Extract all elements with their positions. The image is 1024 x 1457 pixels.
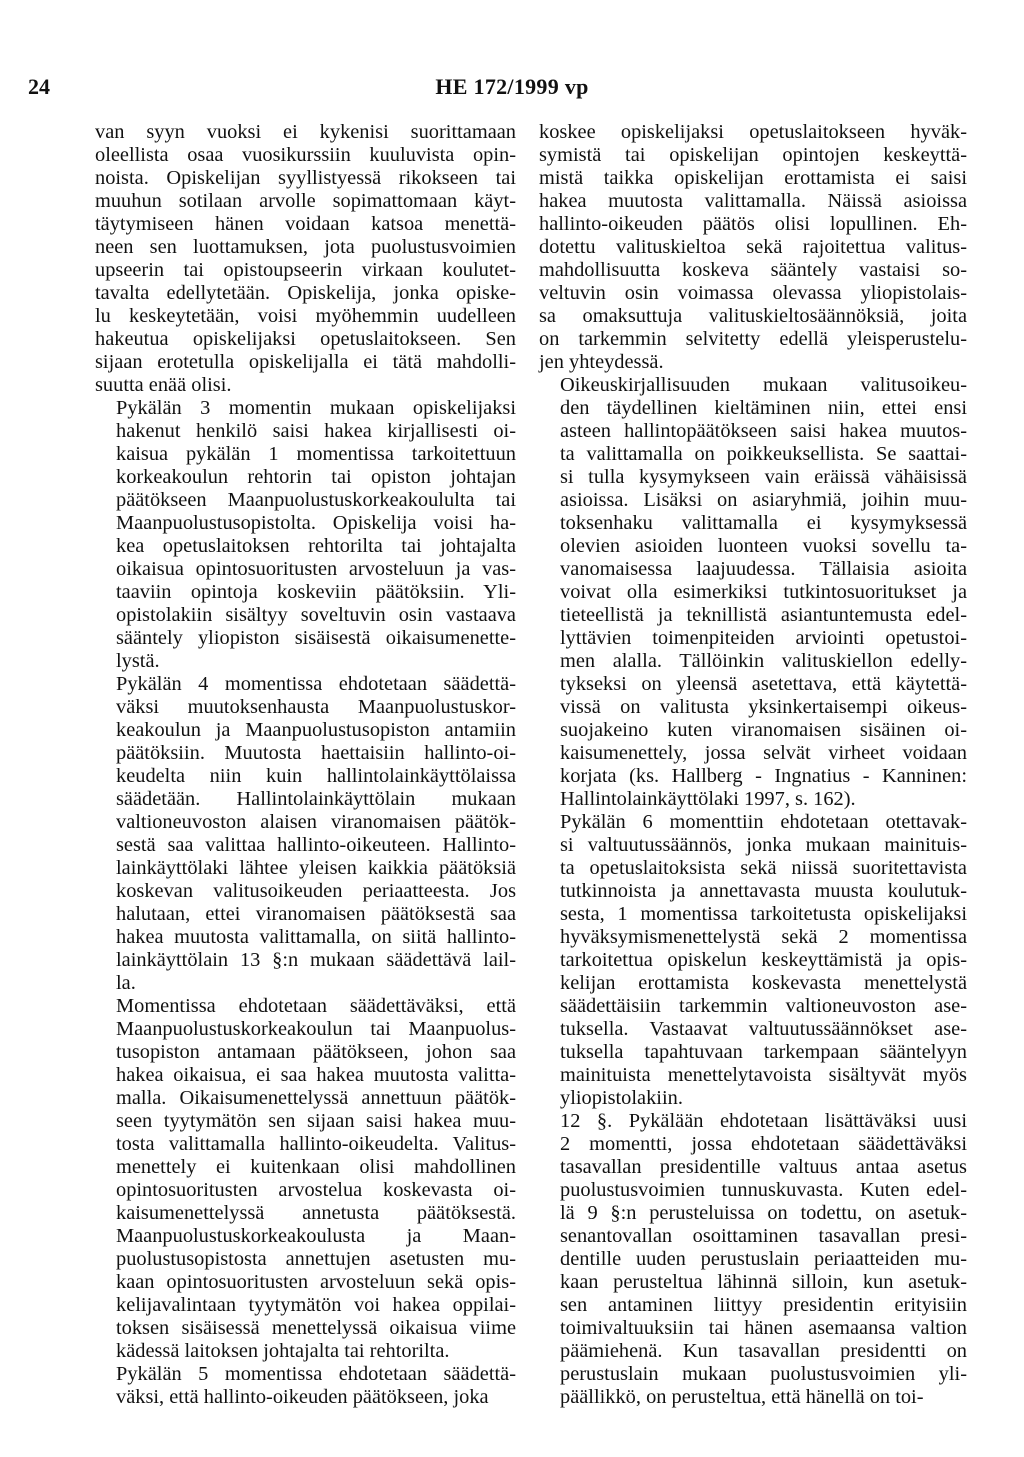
text-line: tusopiston antamaan päätökseen, johon saa — [116, 1041, 516, 1063]
text-line: 12 §. Pykälään ehdotetaan lisättäväksi uusi — [560, 1110, 967, 1132]
text-line: lainkäyttölaki lähtee yleisen kaikkia päätöksiä — [116, 857, 516, 879]
text-line: tosta valittamalla hallinto-oikeudelta. Valitus- — [116, 1133, 516, 1155]
text-line: sestä saa valittaa hallinto-oikeuteen. Hallinto- — [116, 834, 516, 856]
text-line: Pykälän 6 momenttiin ehdotetaan otettavak- — [560, 811, 967, 833]
text-line: väksi muutoksenhausta Maanpuolustuskor- — [116, 696, 516, 718]
text-line: kaisua pykälän 1 momentissa tarkoitettuun — [116, 443, 516, 465]
left-column-paragraph — [95, 397, 516, 673]
text-line: lyttävien toimenpiteiden arviointi opetustoi- — [560, 627, 967, 649]
text-line: hallinto-oikeuden päätös olisi lopullinen. Eh- — [539, 213, 967, 235]
text-line: sen antaminen liittyy presidentin erityisiin — [560, 1294, 967, 1316]
text-line: päätökseen Maanpuolustuskorkeakoululta tai — [116, 489, 516, 511]
right-column-paragraph — [539, 374, 967, 811]
text-line: hyväksymismenettelystä sekä 2 momentissa — [560, 926, 967, 948]
text-line: oleellista osaa vuosikurssiin kuuluvista opin- — [95, 144, 516, 166]
text-line: puolustusvoimien tunnuskuvasta. Kuten edel- — [560, 1179, 967, 1201]
text-line: veltuvin osin voimassa olevassa yliopistolais- — [539, 282, 967, 304]
text-line: jen yhteydessä. — [539, 351, 664, 373]
text-line: lä 9 §:n perusteluissa on todettu, on asetuk- — [560, 1202, 967, 1224]
text-line: yliopistolakiin. — [560, 1087, 683, 1109]
text-line: perustuslain mukaan puolustusvoimien yli- — [560, 1363, 967, 1385]
text-line: kaan perusteltua lähinnä silloin, kun asetuk- — [560, 1271, 967, 1293]
text-line: symistä tai opiskelijan opintojen keskeyttä- — [539, 144, 967, 166]
text-line: valtioneuvoston alaisen viranomaisen päätök- — [116, 811, 516, 833]
text-line: den täydellinen kieltäminen niin, ettei ensi — [560, 397, 967, 419]
text-line: suutta enää olisi. — [95, 374, 232, 396]
text-line: upseerin tai opistoupseerin virkaan koulutet- — [95, 259, 516, 281]
text-line: asioissa. Lisäksi on asiaryhmiä, joihin muu- — [560, 489, 967, 511]
text-line: tarkoitettua opiskelun keskeyttämistä ja opis- — [560, 949, 967, 971]
text-line: on tarkemmin selvitetty edellä yleisperustelu- — [539, 328, 967, 350]
text-line: toimivaltuuksiin tai hänen asemaansa valtion — [560, 1317, 967, 1339]
text-line: dentille uuden perustuslain periaatteiden mu- — [560, 1248, 967, 1270]
left-column-paragraph — [95, 673, 516, 995]
text-line: mahdollisuutta koskeva sääntely vastaisi so- — [539, 259, 967, 281]
text-line: Pykälän 5 momentissa ehdotetaan säädettä- — [116, 1363, 516, 1385]
text-line: vissä on valitusta yksinkertaisempi oikeus- — [560, 696, 967, 718]
text-line: säädettäisiin tarkemmin valtioneuvoston ase- — [560, 995, 967, 1017]
text-line: noista. Opiskelijan syyllistyessä rikokseen tai — [95, 167, 516, 189]
right-column-paragraph — [539, 121, 967, 374]
text-line: 2 momentti, jossa ehdotetaan säädettäväksi — [560, 1133, 967, 1155]
text-line: väksi, että hallinto-oikeuden päätökseen, joka — [116, 1386, 489, 1408]
text-line: kädessä laitoksen johtajalta tai rehtorilta. — [116, 1340, 450, 1362]
page-number: 24 — [28, 74, 50, 99]
text-line: sijaan erotetulla opiskelijalla ei tätä mahdolli- — [95, 351, 516, 373]
text-line: sa omaksuttuja valituskieltosäännöksiä, joita — [539, 305, 967, 327]
text-line: säädetään. Hallintolainkäyttölain mukaan — [116, 788, 516, 810]
text-line: suojakeino kuten viranomaisen sisäinen oi- — [560, 719, 967, 741]
text-line: tavalta edellytetään. Opiskelija, jonka opiske- — [95, 282, 516, 304]
text-line: van syyn vuoksi ei kykenisi suorittamaan — [95, 121, 516, 143]
text-line: korjata (ks. Hallberg - Ingnatius - Kanninen: — [560, 765, 967, 787]
text-line: tuksella tapahtuvaan tarkempaan sääntelyyn — [560, 1041, 967, 1063]
text-line: opintosuoritusten arvostelua koskevasta oi- — [116, 1179, 516, 1201]
text-line: hakea oikaisua, ei saa hakea muutosta valitta- — [116, 1064, 516, 1086]
text-line: Maanpuolustuskorkeakoulusta ja Maan- — [116, 1225, 516, 1247]
text-line: muuhun sotilaan arvolle sopimattomaan käyt- — [95, 190, 516, 212]
text-line: lainkäyttölain 13 §:n mukaan säädettävä lail- — [116, 949, 516, 971]
text-line: kelijavalintaan tyytymätön voi hakea oppilai- — [116, 1294, 516, 1316]
text-line: vanomaisessa laajuudessa. Tällaisia asioita — [560, 558, 967, 580]
text-line: ta valittamalla on poikkeuksellista. Se saattai- — [560, 443, 967, 465]
text-line: tieteellistä ja teknillistä asiantuntemusta edel- — [560, 604, 967, 626]
text-line: si valtuutussäännös, jonka mukaan mainituis- — [560, 834, 967, 856]
left-column-paragraph — [95, 1363, 516, 1409]
text-line: päämiehenä. Kun tasavallan presidentti on — [560, 1340, 967, 1362]
text-line: kaan opintosuoritusten arvosteluun sekä opis- — [116, 1271, 516, 1293]
text-line: Oikeuskirjallisuuden mukaan valitusoikeu- — [560, 374, 967, 396]
text-line: korkeakoulun rehtorin tai opiston johtajan — [116, 466, 516, 488]
left-column-paragraph — [95, 121, 516, 397]
text-line: puolustusopistosta annettujen asetusten mu- — [116, 1248, 516, 1270]
text-line: Pykälän 3 momentin mukaan opiskelijaksi — [116, 397, 516, 419]
text-line: ta opetuslaitoksista sekä niissä suoritettavista — [560, 857, 967, 879]
text-line: Pykälän 4 momentissa ehdotetaan säädettä- — [116, 673, 516, 695]
text-line: keudelta niin kuin hallintolainkäyttölaissa — [116, 765, 516, 787]
text-line: Maanpuolustusopistolta. Opiskelija voisi ha- — [116, 512, 516, 534]
text-line: kea opetuslaitoksen rehtorilta tai johtajalta — [116, 535, 516, 557]
text-line: toksenhaku valittamalla ei kysymyksessä — [560, 512, 967, 534]
text-line: keakoulun ja Maanpuolustusopiston antamiin — [116, 719, 516, 741]
text-line: tykseksi on yleensä asetettava, että käytettä- — [560, 673, 967, 695]
text-line: lystä. — [116, 650, 160, 672]
text-line: seen tyytymätön sen sijaan saisi hakea muu- — [116, 1110, 516, 1132]
right-column-paragraph — [539, 1110, 967, 1409]
text-line: mainituista menettelytavoista sisältyvät myös — [560, 1064, 967, 1086]
text-line: menettely ei kuitenkaan olisi mahdollinen — [116, 1156, 516, 1178]
text-line: sesta, 1 momentissa tarkoitetusta opiskelijaksi — [560, 903, 967, 925]
text-line: taaviin opintoja koskeviin päätöksiin. Yli- — [116, 581, 516, 603]
text-line: lu keskeytetään, voisi myöhemmin uudelleen — [95, 305, 516, 327]
text-line: asteen hallintopäätökseen saisi hakea muutos- — [560, 420, 967, 442]
text-line: tasavallan presidentille valtuus antaa asetus — [560, 1156, 967, 1178]
text-line: hakenut henkilö saisi hakea kirjallisesti oi- — [116, 420, 516, 442]
text-line: toksen sisäisessä menettelyssä oikaisua viime — [116, 1317, 516, 1339]
text-line: senantovallan osoittaminen tasavallan presi- — [560, 1225, 967, 1247]
text-line: dotettu valituskieltoa sekä rajoitettua valitus- — [539, 236, 967, 258]
text-line: koskee opiskelijaksi opetuslaitokseen hyväk- — [539, 121, 967, 143]
text-line: voivat olla esimerkiksi tutkintosuoritukset ja — [560, 581, 967, 603]
left-column-paragraph — [95, 995, 516, 1363]
text-line: päällikkö, on perusteltua, että hänellä on toi- — [560, 1386, 924, 1408]
text-line: Momentissa ehdotetaan säädettäväksi, että — [116, 995, 516, 1017]
text-line: la. — [116, 972, 136, 994]
text-line: neen sen luottamuksen, jota puolustusvoimien — [95, 236, 516, 258]
text-line: kaisumenettelyssä annetusta päätöksestä. — [116, 1202, 516, 1224]
text-line: men alalla. Tällöinkin valituskiellon edelly- — [560, 650, 967, 672]
text-line: si tulla kysymykseen vain eräissä vähäisissä — [560, 466, 967, 488]
text-line: Maanpuolustuskorkeakoulun tai Maanpuolus- — [116, 1018, 516, 1040]
text-line: hakea muutosta valittamalla, on siitä hallinto- — [116, 926, 516, 948]
right-column-paragraph — [539, 811, 967, 1110]
running-header: HE 172/1999 vp — [435, 74, 589, 99]
text-line: kelijan erottamista koskevasta menettelystä — [560, 972, 967, 994]
text-line: mistä taikka opiskelijan erottamista ei saisi — [539, 167, 967, 189]
text-line: halutaan, ettei viranomaisen päätöksestä saa — [116, 903, 516, 925]
text-line: tuksella. Vastaavat valtuutussäännökset ase- — [560, 1018, 967, 1040]
text-line: päätöksiin. Muutosta haettaisiin hallinto-oi- — [116, 742, 516, 764]
right-text-column — [539, 121, 967, 1409]
text-line: hakeutua opiskelijaksi opetuslaitokseen. Sen — [95, 328, 516, 350]
text-line: sääntely yliopiston sisäisestä oikaisumenette- — [116, 627, 516, 649]
left-text-column — [95, 121, 516, 1409]
text-line: Hallintolainkäyttölaki 1997, s. 162). — [560, 788, 856, 810]
text-line: opistolakiin sisältyy soveltuvin osin vastaava — [116, 604, 516, 626]
text-line: täytymiseen hänen voidaan katsoa menettä- — [95, 213, 516, 235]
text-line: tutkinnoista ja annettavasta muusta koulutuk- — [560, 880, 967, 902]
text-line: kaisumenettely, jossa selvät virheet voidaan — [560, 742, 967, 764]
text-line: hakea muutosta valittamalla. Näissä asioissa — [539, 190, 967, 212]
text-line: koskevan valitusoikeuden periaatteesta. Jos — [116, 880, 516, 902]
text-line: olevien asioiden luonteen vuoksi sovellu ta- — [560, 535, 967, 557]
text-line: oikaisua opintosuoritusten arvosteluun ja vas- — [116, 558, 516, 580]
text-line: malla. Oikaisumenettelyssä annettuun päätök- — [116, 1087, 516, 1109]
